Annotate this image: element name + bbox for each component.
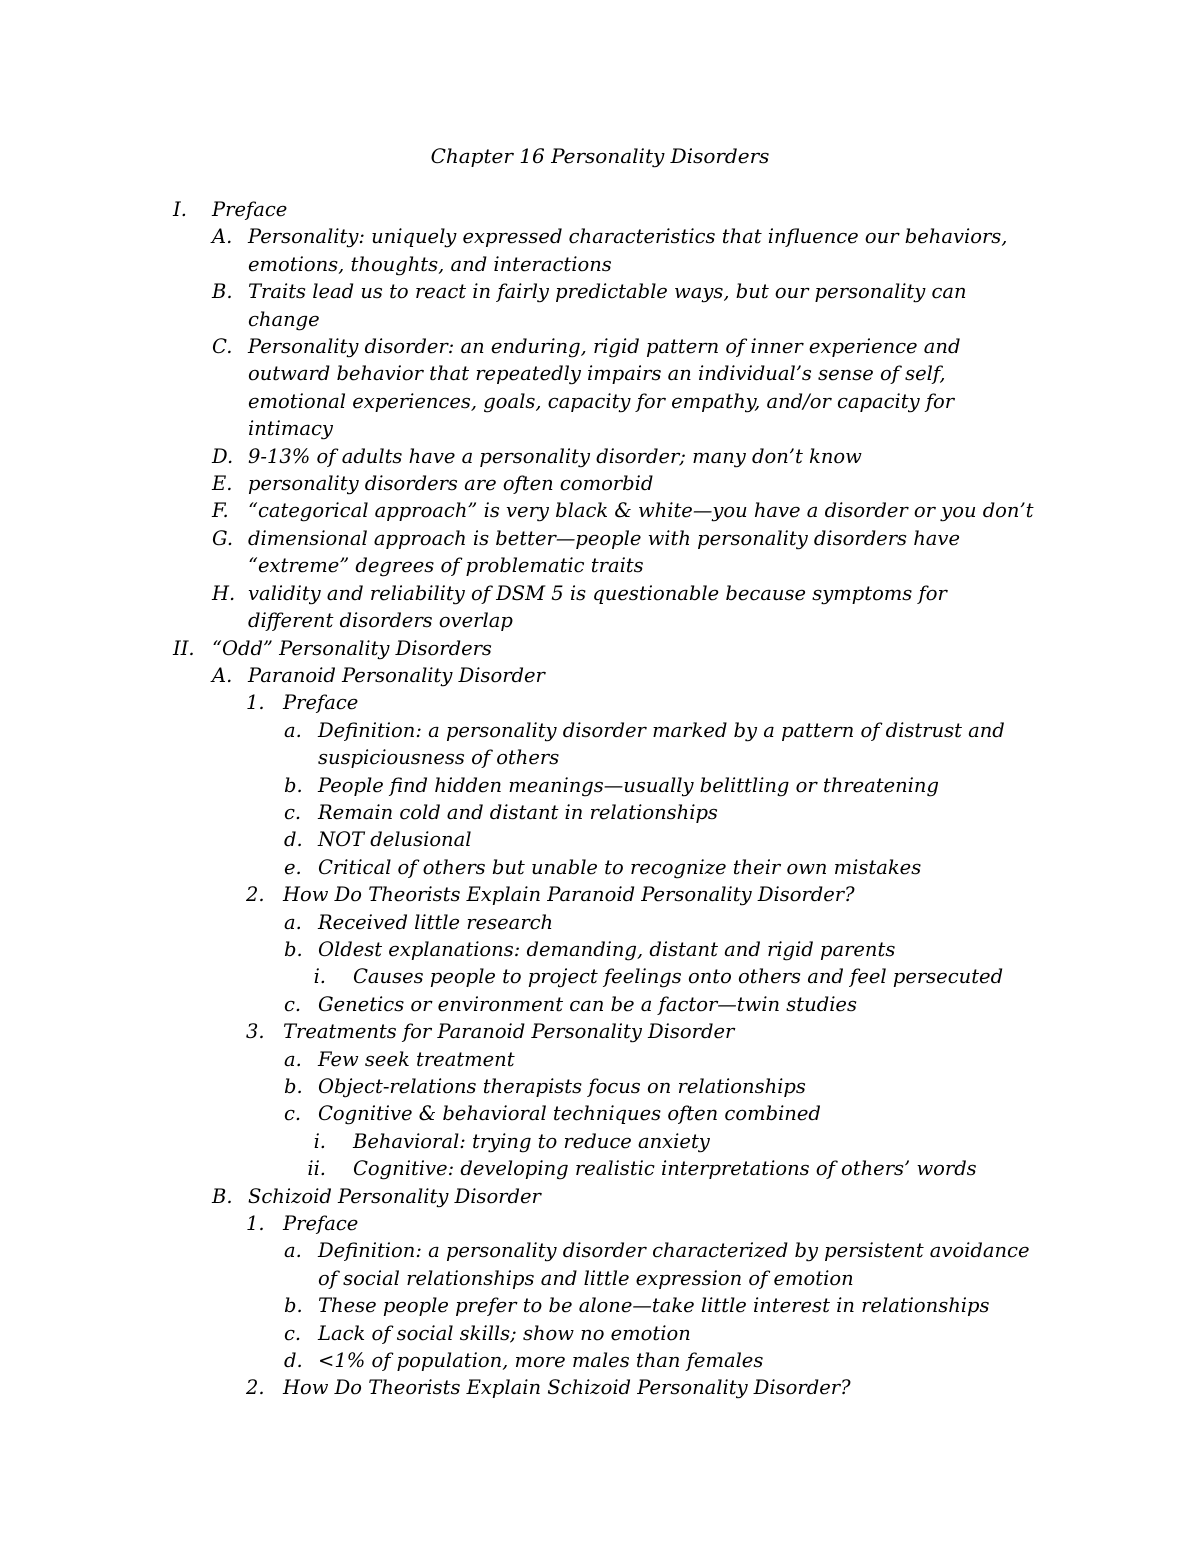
- outline-item: [0, 1128, 1200, 1155]
- outline-item: [0, 1155, 1200, 1182]
- outline-item: [0, 1347, 1200, 1374]
- outline-marker: c.: [284, 1102, 302, 1126]
- document-title: Chapter 16 Personality Disorders: [430, 144, 770, 168]
- outline-marker: ii.: [307, 1157, 326, 1181]
- outline-item: [0, 1292, 1200, 1319]
- outline-text: Cognitive & behavioral techniques often combined: [318, 1102, 821, 1126]
- outline-text: Personality: uniquely expressed characteristics that influence our behaviors, emotions, thoughts, and interactions: [248, 225, 1008, 276]
- outline-text: How Do Theorists Explain Schizoid Personality Disorder?: [283, 1376, 851, 1400]
- outline-item: [0, 1100, 1200, 1127]
- outline-item: [0, 1018, 1200, 1045]
- outline-marker: d.: [284, 1349, 303, 1373]
- outline-text: “categorical approach” is very black & white—you have a disorder or you don’t: [248, 499, 1034, 523]
- outline-text: <1% of population, more males than females: [318, 1349, 764, 1373]
- outline-text: Object-relations therapists focus on relationships: [318, 1075, 806, 1098]
- outline-item: [0, 497, 1200, 524]
- outline-item: [0, 1320, 1200, 1347]
- outline-item: [0, 826, 1200, 853]
- outline-item: [0, 689, 1200, 716]
- outline-marker: d.: [284, 828, 303, 852]
- outline-text: Preface: [212, 198, 288, 221]
- outline-item: [0, 772, 1200, 799]
- outline-text: Critical of others but unable to recognize their own mistakes: [318, 855, 922, 879]
- outline-text: Causes people to project feelings onto others and feel persecuted: [353, 965, 1004, 989]
- outline-text: People find hidden meanings—usually belittling or threatening: [318, 773, 939, 797]
- outline-item: [0, 525, 1200, 580]
- outline-text: Paranoid Personality Disorder: [248, 663, 545, 687]
- outline-item: [0, 909, 1200, 936]
- outline-item: [0, 1374, 1200, 1401]
- outline-item: [0, 936, 1200, 963]
- outline-marker: B.: [212, 1184, 233, 1208]
- outline-text: Preface: [283, 691, 359, 715]
- outline-marker: i.: [313, 965, 326, 989]
- outline-text: Definition: a personality disorder characterized by persistent avoidance of social relationships and little expression of emotion: [318, 1239, 1030, 1290]
- outline-text: Definition: a personality disorder marked by a pattern of distrust and suspiciousness of others: [318, 718, 1005, 770]
- outline-text: 9-13% of adults have a personality disorder; many don’t know: [248, 444, 862, 468]
- outline-item: [0, 991, 1200, 1018]
- outline-text: Few seek treatment: [318, 1047, 515, 1071]
- outline-marker: 2.: [246, 883, 265, 907]
- outline-text: NOT delusional: [318, 828, 472, 852]
- outline-item: [0, 854, 1200, 881]
- outline-marker: 2.: [246, 1376, 265, 1400]
- outline-item: [0, 223, 1200, 278]
- outline-marker: C.: [212, 335, 233, 359]
- outline-item: [0, 580, 1200, 635]
- outline-marker: a.: [284, 1047, 302, 1071]
- outline-text: Cognitive: developing realistic interpretations of others’ words: [353, 1157, 977, 1181]
- outline-marker: D.: [212, 444, 234, 468]
- outline-item: [0, 443, 1200, 470]
- outline-marker: b.: [284, 773, 303, 797]
- outline-item: [0, 1237, 1200, 1292]
- outline-text: Behavioral: trying to reduce anxiety: [353, 1129, 710, 1153]
- outline-marker: c.: [284, 1321, 302, 1345]
- outline-marker: E.: [212, 472, 233, 496]
- outline-item: [0, 470, 1200, 497]
- outline-text: Remain cold and distant in relationships: [318, 800, 718, 824]
- outline-text: personality disorders are often comorbid: [248, 472, 654, 496]
- outline-text: validity and reliability of DSM 5 is questionable because symptoms for different disorders overlap: [248, 581, 947, 633]
- outline-item: [0, 881, 1200, 908]
- outline-text: Personality disorder: an enduring, rigid pattern of inner experience and outward behavior that repeatedly impairs an individual’s sense of self, emotional experiences, goals, capacity for empathy, and/or capacity for intimacy: [248, 335, 961, 441]
- outline-text: Treatments for Paranoid Personality Disorder: [283, 1020, 735, 1044]
- outline-item: [0, 635, 1200, 662]
- outline-marker: A.: [212, 225, 233, 249]
- outline-item: [0, 1046, 1200, 1073]
- outline-marker: B.: [212, 280, 233, 304]
- outline-marker: I.: [173, 198, 187, 221]
- outline-text: Preface: [283, 1212, 359, 1236]
- outline-marker: a.: [284, 910, 302, 934]
- outline-marker: A.: [212, 663, 233, 687]
- outline-text: Received little research: [318, 910, 554, 934]
- outline-marker: b.: [284, 937, 303, 961]
- outline-text: “Odd” Personality Disorders: [212, 636, 492, 660]
- outline-marker: 1.: [246, 691, 265, 715]
- outline-marker: i.: [313, 1129, 326, 1153]
- outline-marker: e.: [284, 855, 302, 879]
- outline-marker: 3.: [246, 1020, 265, 1044]
- outline-item: [0, 1183, 1200, 1210]
- outline-item: [0, 1210, 1200, 1237]
- outline-marker: II.: [173, 636, 195, 660]
- outline-item: [0, 662, 1200, 689]
- outline-marker: c.: [284, 800, 302, 824]
- outline-marker: G.: [212, 526, 234, 550]
- outline-item: [0, 278, 1200, 333]
- outline-text: These people prefer to be alone—take little interest in relationships: [318, 1294, 990, 1318]
- outline-marker: a.: [284, 718, 302, 742]
- outline: [0, 196, 1200, 1402]
- outline-marker: b.: [284, 1075, 303, 1098]
- outline-item: [0, 963, 1200, 990]
- outline-text: How Do Theorists Explain Paranoid Personality Disorder?: [283, 883, 855, 907]
- outline-marker: c.: [284, 992, 302, 1016]
- outline-marker: b.: [284, 1294, 303, 1318]
- outline-marker: H.: [212, 581, 236, 605]
- outline-text: Schizoid Personality Disorder: [248, 1184, 541, 1208]
- outline-item: [0, 717, 1200, 772]
- outline-item: [0, 1073, 1200, 1100]
- outline-text: Genetics or environment can be a factor—twin studies: [318, 992, 857, 1016]
- outline-item: [0, 333, 1200, 443]
- outline-marker: 1.: [246, 1212, 265, 1236]
- outline-item: [0, 196, 1200, 223]
- outline-text: Lack of social skills; show no emotion: [318, 1321, 691, 1345]
- outline-marker: a.: [284, 1239, 302, 1263]
- outline-text: dimensional approach is better—people with personality disorders have “extreme” degrees of problematic traits: [248, 526, 960, 578]
- outline-marker: F.: [212, 499, 229, 523]
- outline-text: Traits lead us to react in fairly predictable ways, but our personality can change: [248, 280, 967, 331]
- outline-item: [0, 799, 1200, 826]
- outline-text: Oldest explanations: demanding, distant and rigid parents: [318, 937, 896, 961]
